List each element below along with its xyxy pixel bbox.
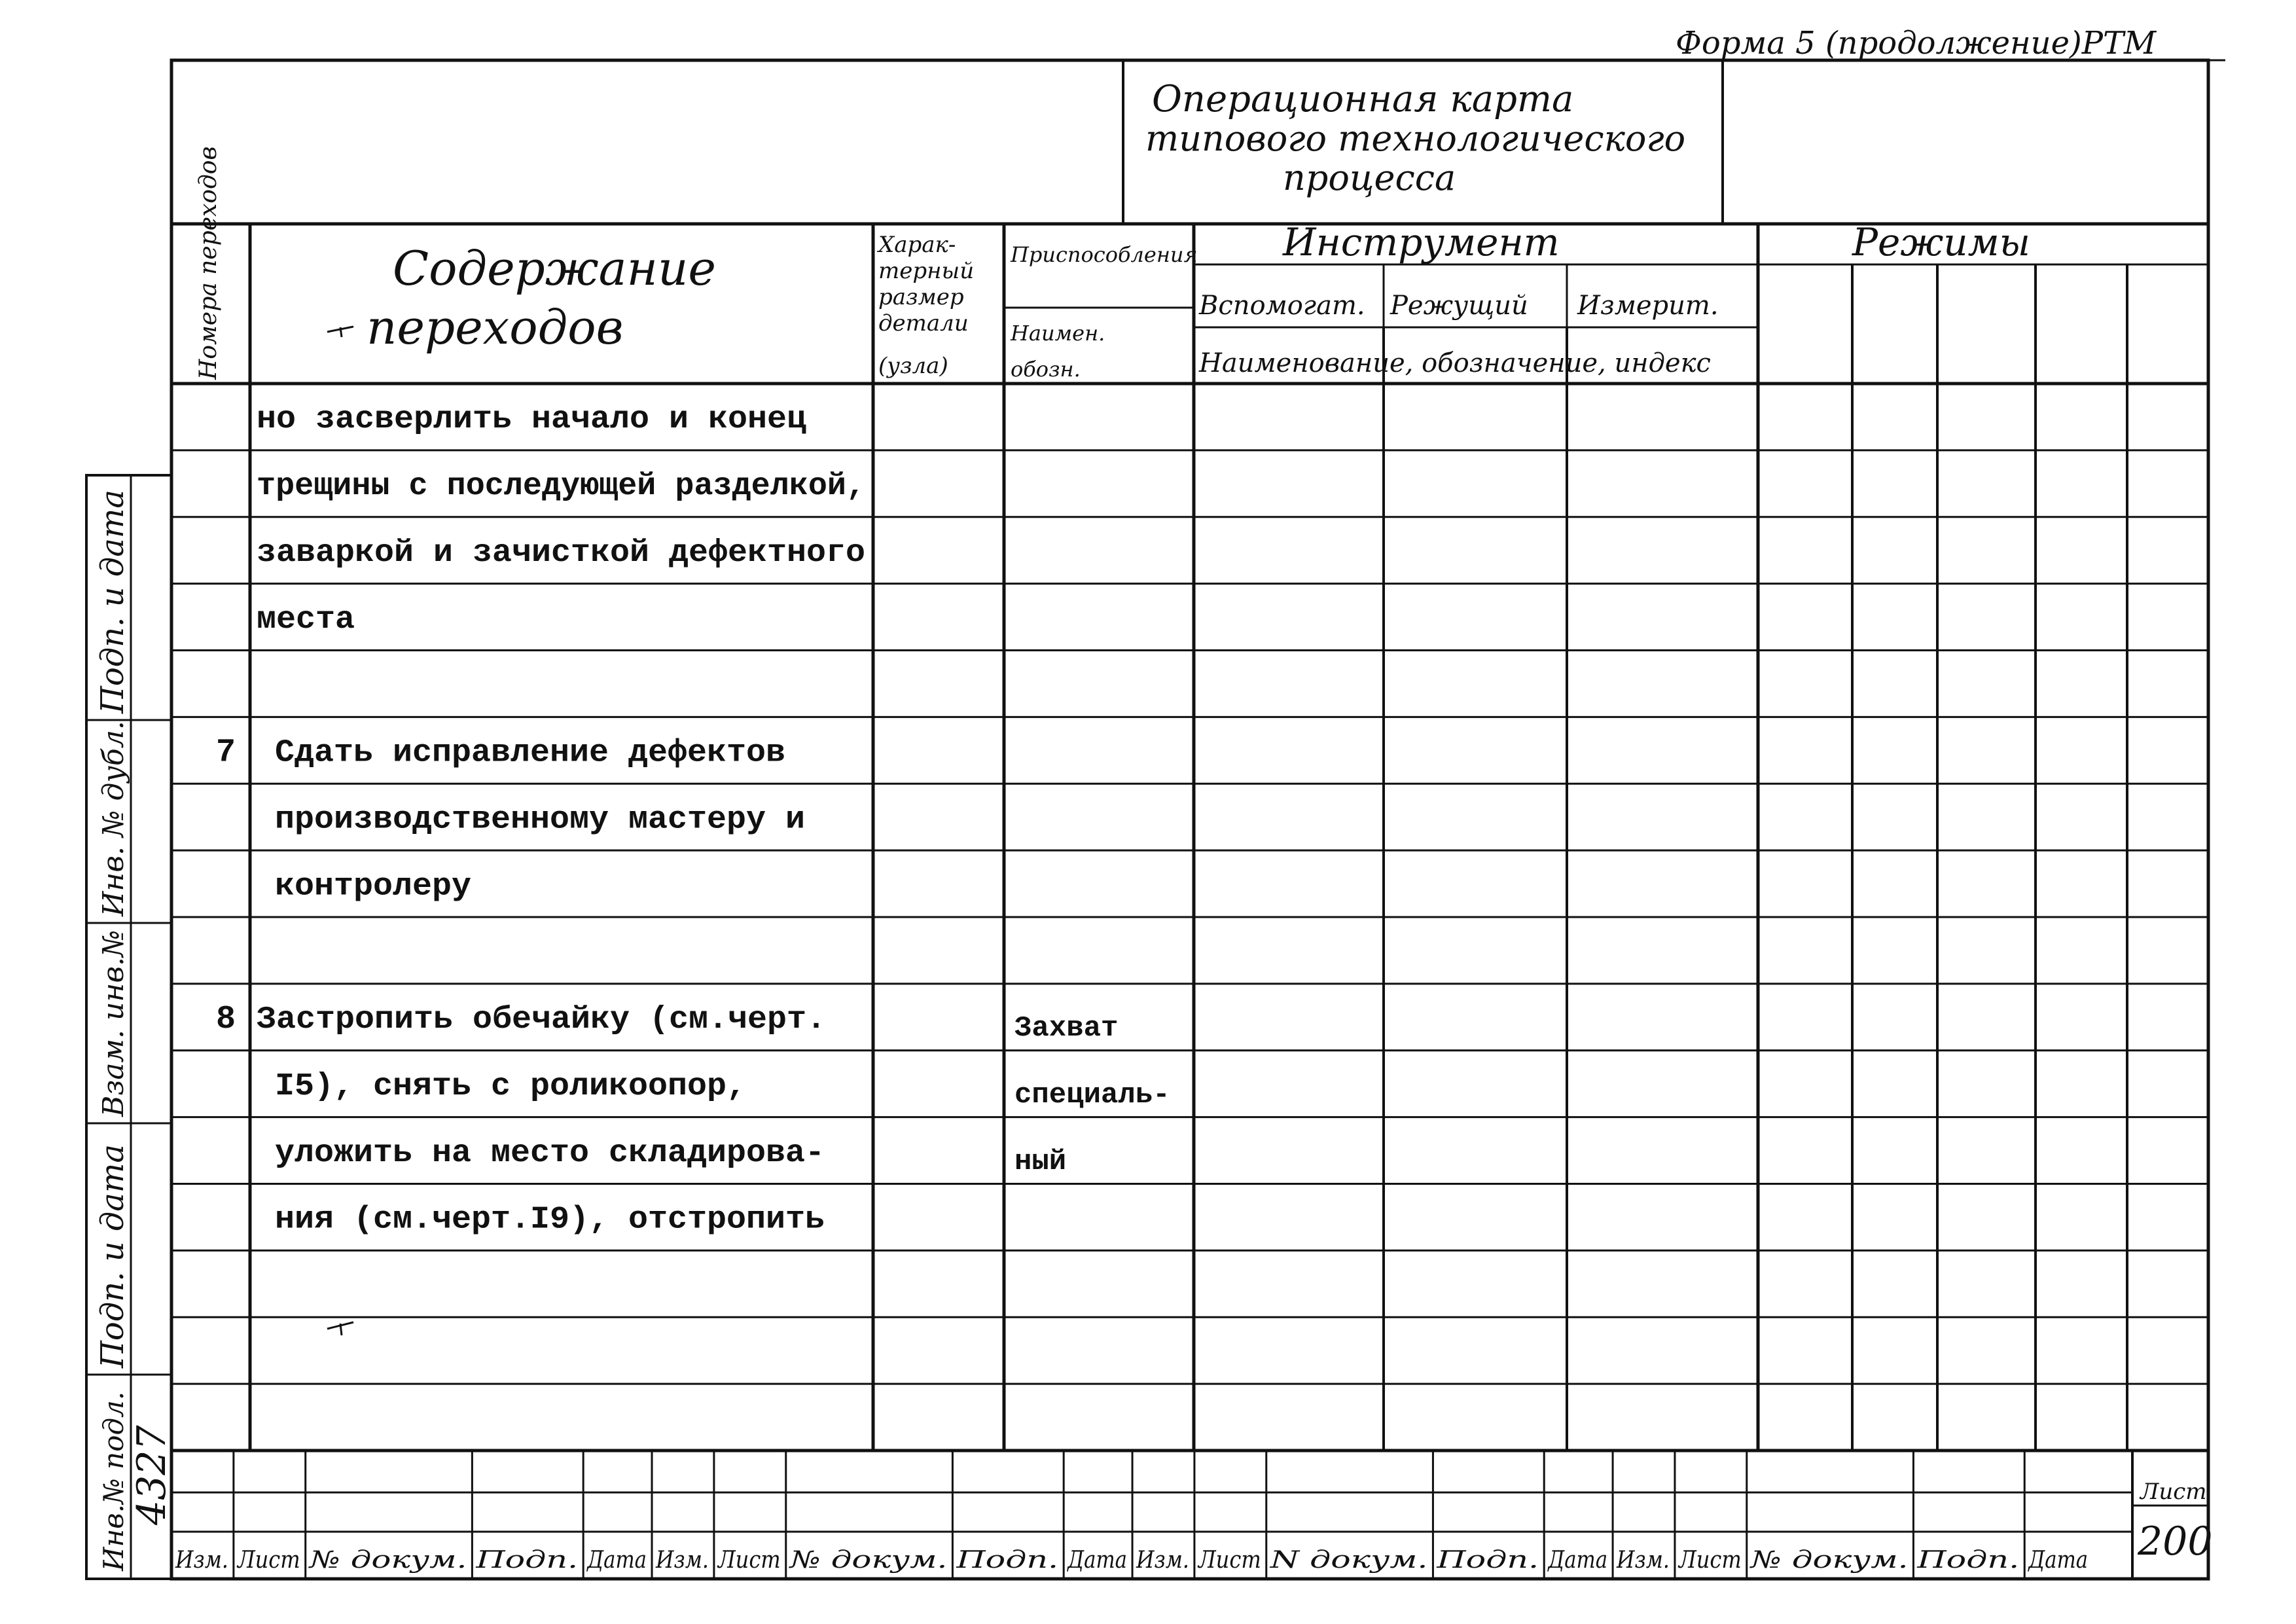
form-label: Форма 5 (продолжение)РТМ bbox=[1676, 25, 2157, 62]
row-content: но засверлить начало и конец bbox=[257, 402, 807, 438]
header-size-5: (узла) bbox=[878, 353, 948, 379]
row-content: производственному мастеру и bbox=[275, 802, 805, 838]
footer-label: № докум. bbox=[787, 1547, 948, 1574]
header-size-3: размер bbox=[878, 284, 964, 310]
side-label-vzam-inv: Взам. инв.№ bbox=[97, 929, 130, 1117]
header-size-2: терный bbox=[878, 258, 975, 284]
row-fixture: Захват bbox=[1014, 1012, 1119, 1045]
header-content-2: переходов bbox=[367, 300, 624, 355]
footer-label: Подп. bbox=[1916, 1547, 2020, 1574]
footer-label: Изм. bbox=[1616, 1547, 1670, 1574]
footer-label: Дата bbox=[586, 1547, 647, 1574]
title-line-2: типового технологического bbox=[1145, 118, 1686, 159]
row-fixture: ный bbox=[1014, 1145, 1067, 1178]
header-modes: Режимы bbox=[1852, 220, 2030, 264]
footer-label: Дата bbox=[1547, 1547, 1608, 1574]
row-content: Сдать исправление дефектов bbox=[275, 735, 785, 771]
title-line-3: процесса bbox=[1283, 157, 1456, 198]
header-tools-aux: Вспомогат. bbox=[1199, 291, 1365, 321]
header-fixtures-name-2: обозн. bbox=[1011, 357, 1081, 382]
side-label-podp-data-2: Подп. и дата bbox=[94, 1144, 131, 1368]
row-fixture: специаль- bbox=[1014, 1078, 1170, 1111]
header-fixtures-name-1: Наимен. bbox=[1011, 321, 1105, 346]
row-content: заваркой и зачисткой дефектного bbox=[257, 535, 865, 571]
row-number: 8 bbox=[216, 1001, 236, 1039]
footer-sheet-number: 200 bbox=[2138, 1519, 2213, 1564]
header-content-1: Содержание bbox=[393, 241, 716, 296]
row-content: Застропить обечайку (см.черт. bbox=[257, 1002, 826, 1038]
footer-label: Дата bbox=[2027, 1547, 2089, 1574]
footer-label: Подп. bbox=[475, 1547, 579, 1574]
footer-label: Дата bbox=[1066, 1547, 1128, 1574]
row-content: ния (см.черт.I9), отстропить bbox=[275, 1202, 825, 1238]
row-content: контролеру bbox=[275, 869, 471, 905]
footer-label: Подп. bbox=[955, 1547, 1059, 1574]
transition-rows bbox=[171, 402, 2208, 1384]
title-line-1: Операционная карта bbox=[1152, 78, 1574, 120]
footer-label: Лист bbox=[1197, 1547, 1261, 1574]
footer-label: Лист bbox=[717, 1547, 781, 1574]
pen-mark-icon bbox=[327, 327, 353, 337]
row-content: I5), снять с роликоопор, bbox=[275, 1068, 746, 1104]
pen-mark-icon-2 bbox=[327, 1322, 353, 1335]
header-tools-measure: Измерит. bbox=[1577, 291, 1719, 321]
side-label-inv-podl-value: 4327 bbox=[129, 1425, 175, 1525]
header-size-1: Харак- bbox=[878, 232, 956, 258]
header-size-4: детали bbox=[878, 310, 969, 336]
row-number: 7 bbox=[216, 734, 236, 772]
side-label-inv-podl: Инв.№ подл. bbox=[98, 1391, 130, 1571]
footer-label: N докум. bbox=[1269, 1547, 1428, 1574]
footer-label: № докум. bbox=[1749, 1547, 1909, 1574]
side-label-podp-data-1: Подп. и дата bbox=[94, 490, 131, 713]
header-tools: Инструмент bbox=[1283, 220, 1560, 264]
footer-label: № докум. bbox=[307, 1547, 467, 1574]
footer-label: Лист bbox=[236, 1547, 300, 1574]
footer-sheet-label: Лист bbox=[2140, 1479, 2207, 1505]
row-content: места bbox=[257, 602, 355, 638]
header-tools-name: Наименование, обозначение, индекс bbox=[1199, 348, 1711, 378]
footer-cells bbox=[175, 1451, 2088, 1579]
header-tools-cutting: Режущий bbox=[1390, 291, 1528, 321]
header-number: Номера переходов bbox=[195, 146, 222, 380]
side-label-inv-dubl: Инв. № дубл. bbox=[97, 721, 130, 916]
row-content: трещины с последующей разделкой, bbox=[257, 469, 865, 505]
row-content: уложить на место складирова- bbox=[275, 1135, 825, 1171]
footer-label: Лист bbox=[1677, 1547, 1742, 1574]
footer-label: Подп. bbox=[1436, 1547, 1539, 1574]
header-fixtures: Приспособления bbox=[1011, 242, 1198, 267]
footer-label: Изм. bbox=[1136, 1547, 1189, 1574]
footer-label: Изм. bbox=[175, 1547, 228, 1574]
footer-label: Изм. bbox=[655, 1547, 709, 1574]
